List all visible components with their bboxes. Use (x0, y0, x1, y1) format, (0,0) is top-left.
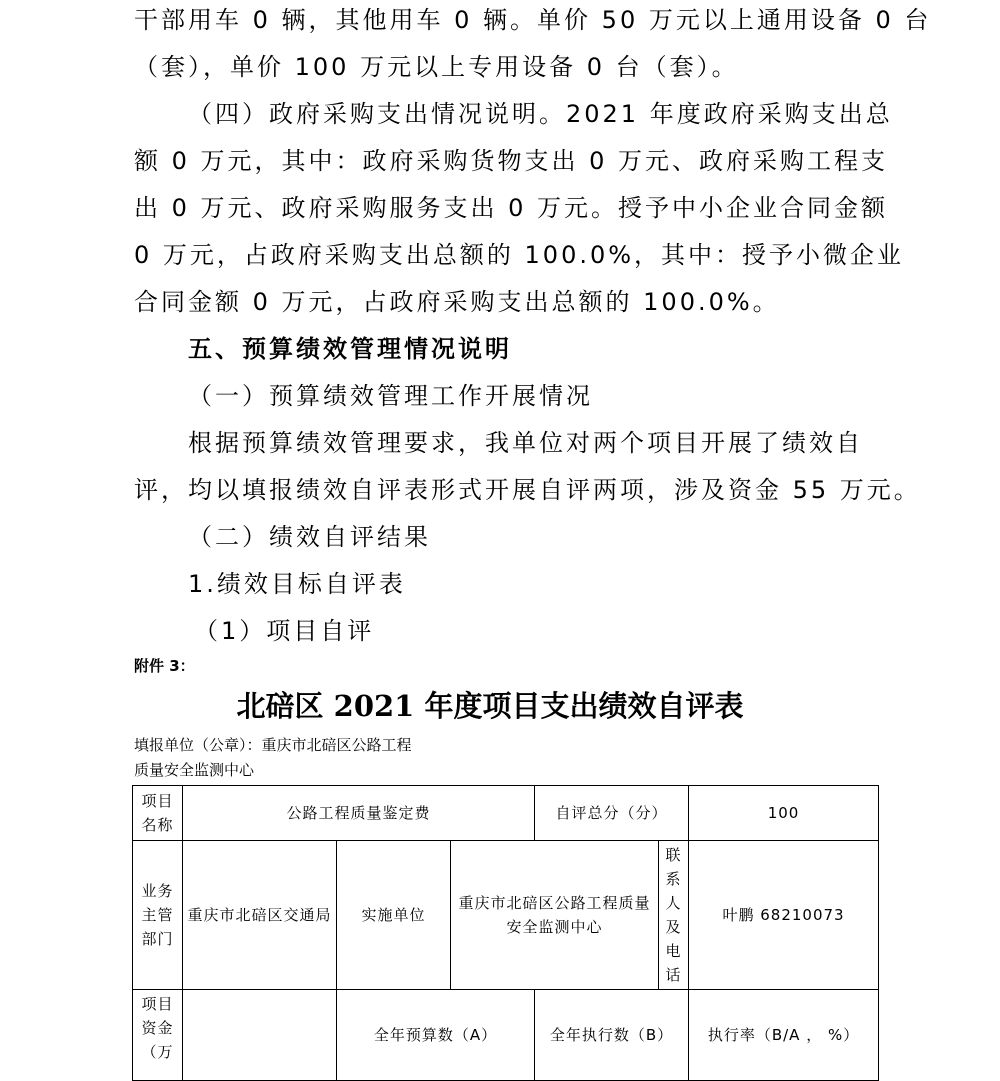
paragraph-line: 根据预算绩效管理要求，我单位对两个项目开展了绩效自 (188, 429, 863, 457)
subsection-heading: （一）预算绩效管理工作开展情况 (188, 382, 593, 410)
attachment-label: 附件 3： (134, 657, 195, 675)
annual-budget: 全年预算数（A） (337, 990, 535, 1081)
subsection-heading: （1）项目自评 (194, 617, 375, 645)
funds-label (133, 990, 183, 1081)
paragraph-line: 干部用车 0 辆，其他用车 0 辆。单价 50 万元以上通用设备 0 台 (134, 6, 932, 34)
score-value: 100 (689, 786, 879, 841)
paragraph-line: 合同金额 0 万元，占政府采购支出总额的 100.0%。 (134, 288, 780, 316)
contact-label: 联系人及电话 (659, 841, 689, 990)
dept-label: 业务主管部门 (133, 841, 183, 990)
filler-unit-cont: 质量安全监测中心 (134, 761, 255, 779)
section-heading: 五、预算绩效管理情况说明 (188, 335, 512, 363)
paragraph-line: 出 0 万元、政府采购服务支出 0 万元。授予中小企业合同金额 (134, 194, 889, 222)
subsection-heading: 1.绩效目标自评表 (188, 570, 406, 598)
paragraph-line: 额 0 万元，其中：政府采购货物支出 0 万元、政府采购工程支 (134, 147, 889, 175)
project-name-label: 项目名称 (133, 786, 183, 841)
impl-value: 重庆市北碚区公路工程质量安全监测中心 (451, 841, 659, 990)
annual-exec: 全年执行数（B） (535, 990, 689, 1081)
exec-rate: 执行率（B/A ， %） (689, 990, 879, 1081)
paragraph-line: 评，均以填报绩效自评表形式开展自评两项，涉及资金 55 万元。 (134, 476, 921, 504)
score-label: 自评总分（分） (535, 786, 689, 841)
paragraph-line: （四）政府采购支出情况说明。2021 年度政府采购支出总 (188, 100, 893, 128)
filler-unit: 填报单位（公章）：重庆市北碚区公路工程 (134, 736, 412, 754)
dept-value: 重庆市北碚区交通局 (183, 841, 337, 990)
impl-label: 实施单位 (337, 841, 451, 990)
contact-value: 叶鹏 68210073 (689, 841, 879, 990)
form-title: 北碚区 2021 年度项目支出绩效自评表 (236, 689, 744, 723)
project-name-value: 公路工程质量鉴定费 (183, 786, 535, 841)
funds-blank (183, 990, 337, 1081)
subsection-heading: （二）绩效自评结果 (188, 523, 431, 551)
self-evaluation-table (132, 785, 879, 1081)
funds-label-text: 项目资金（万 (141, 995, 174, 1061)
paragraph-line: （套），单价 100 万元以上专用设备 0 台（套）。 (134, 53, 739, 81)
paragraph-line: 0 万元，占政府采购支出总额的 100.0%，其中：授予小微企业 (134, 241, 905, 269)
